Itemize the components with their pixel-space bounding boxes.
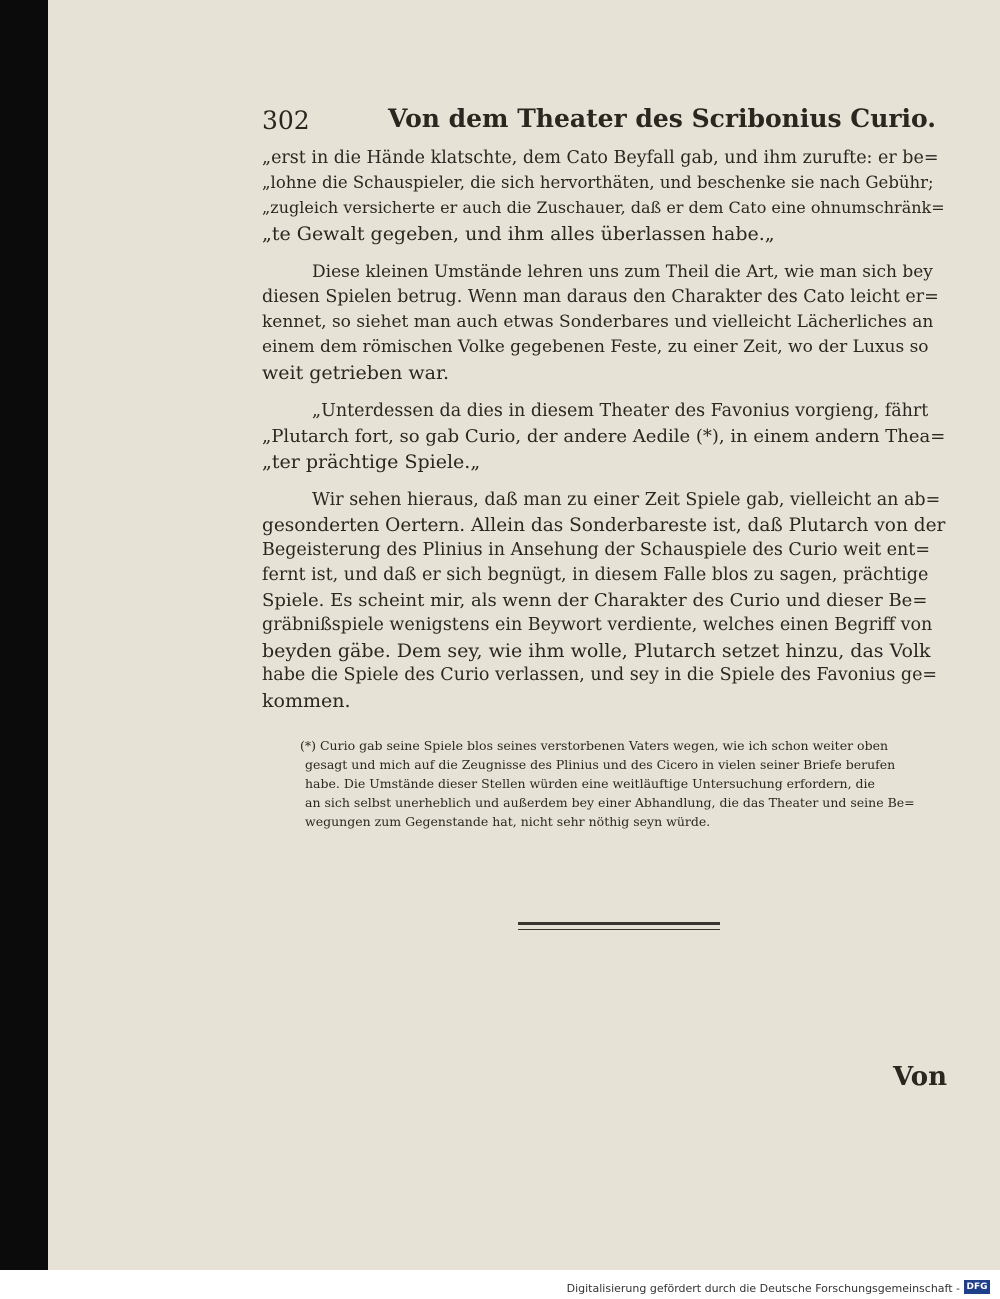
text-line: „lohne die Schauspieler, die sich hervorthäten, und beschenke sie nach Gebühr; [262, 173, 934, 192]
text-line: weit getrieben war. [262, 362, 450, 384]
text-line: Begeisterung des Plinius in Ansehung der Schauspiele des Curio weit ent= [262, 540, 930, 560]
running-title: Von dem Theater des Scribonius Curio. [388, 104, 936, 133]
text-line: Wir sehen hieraus, daß man zu einer Zeit Spiele gab, vielleicht an ab= [312, 490, 941, 510]
text-line: „Unterdessen da dies in diesem Theater des Favonius vorgieng, fährt [312, 401, 929, 421]
text-line: „Plutarch fort, so gab Curio, der andere Aedile (*), in einem andern Thea= [262, 426, 946, 447]
ornamental-rule-thin [518, 929, 720, 930]
text-line: „te Gewalt gegeben, und ihm alles überlassen habe.„ [262, 223, 775, 245]
footnote-line: habe. Die Umstände dieser Stellen würden eine weitläuftige Untersuchung erfordern, die [305, 776, 875, 791]
text-line: kennet, so siehet man auch etwas Sonderbares und vielleicht Lächerliches an [262, 312, 934, 332]
text-line: einem dem römischen Volke gegebenen Feste, zu einer Zeit, wo der Luxus so [262, 337, 929, 357]
text-line: fernt ist, und daß er sich begnügt, in diesem Falle blos zu sagen, prächtige [262, 565, 929, 585]
text-line: Spiele. Es scheint mir, als wenn der Charakter des Curio und dieser Be= [262, 590, 928, 611]
dfg-logo: DFG [964, 1280, 990, 1294]
text-line: gesonderten Oertern. Allein das Sonderbareste ist, daß Plutarch von der [262, 515, 946, 536]
footnote-line: an sich selbst unerheblich und außerdem bey einer Abhandlung, die das Theater und seine Be= [305, 795, 915, 810]
footer-credit: Digitalisierung gefördert durch die Deutsche Forschungsgemeinschaft - [566, 1282, 960, 1295]
footnote-line: gesagt und mich auf die Zeugnisse des Plinius und des Cicero in vielen seiner Briefe berufen [305, 757, 896, 772]
text-line: „zugleich versicherte er auch die Zuschauer, daß er dem Cato eine ohnumschränk= [262, 198, 945, 217]
text-line: beyden gäbe. Dem sey, wie ihm wolle, Plutarch setzet hinzu, das Volk [262, 640, 931, 662]
text-line: gräbnißspiele wenigstens ein Beywort verdiente, welches einen Begriff von [262, 615, 933, 635]
text-line: „erst in die Hände klatschte, dem Cato Beyfall gab, und ihm zurufte: er be= [262, 148, 939, 168]
text-line: kommen. [262, 690, 351, 712]
text-line: „ter prächtige Spiele.„ [262, 451, 481, 473]
page-number: 302 [262, 106, 310, 135]
text-line: habe die Spiele des Curio verlassen, und sey in die Spiele des Favonius ge= [262, 665, 938, 685]
ornamental-rule [518, 922, 720, 925]
footnote-line: wegungen zum Gegenstande hat, nicht sehr nöthig seyn würde. [305, 814, 711, 829]
footnote-line: (*) Curio gab seine Spiele blos seines verstorbenen Vaters wegen, wie ich schon weiter oben [300, 738, 889, 753]
text-line: Diese kleinen Umstände lehren uns zum Theil die Art, wie man sich bey [312, 262, 933, 282]
catchword: Von [893, 1062, 948, 1092]
text-line: diesen Spielen betrug. Wenn man daraus den Charakter des Cato leicht er= [262, 287, 939, 307]
